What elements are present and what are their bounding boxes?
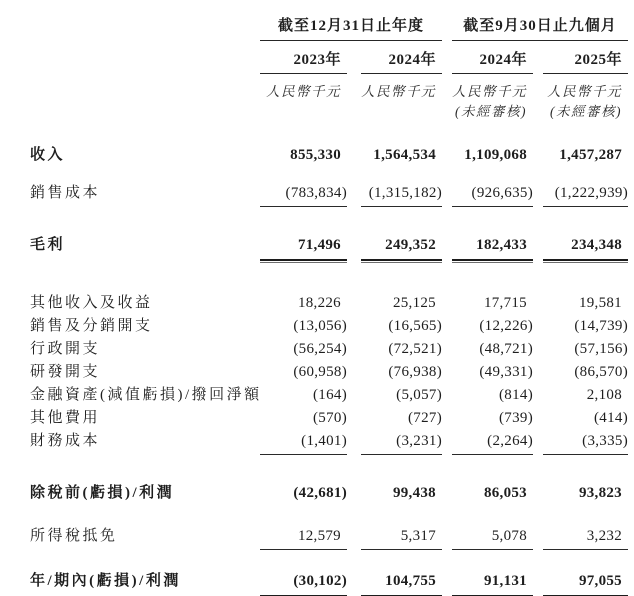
row-value: (1,315,182) — [361, 182, 442, 207]
label-column-spacer — [30, 14, 260, 41]
table-row — [30, 525, 634, 550]
row-value: 2,108 — [586, 387, 622, 403]
row-value: 1,109,068 — [464, 147, 527, 163]
value-cell — [533, 338, 628, 361]
row-value: (727) — [408, 410, 442, 426]
table-row — [30, 315, 634, 338]
row-label: 年/期內(虧損)/利潤 — [30, 573, 181, 589]
value-cell — [442, 338, 533, 361]
year-header-2024: 2024年 — [361, 48, 442, 74]
row-value: (1,401) — [260, 430, 347, 455]
row-value: (76,938) — [388, 364, 442, 380]
row-value: 86,053 — [483, 485, 527, 501]
value-cell — [260, 525, 347, 550]
value-cell — [260, 292, 347, 315]
value-cell — [347, 182, 442, 207]
value-cell — [347, 384, 442, 407]
row-label: 其他收入及收益 — [30, 295, 153, 311]
row-value: (72,521) — [388, 341, 442, 357]
row-value: (570) — [313, 410, 347, 426]
value-cell — [347, 292, 442, 315]
value-cell — [533, 570, 628, 596]
value-cell — [260, 570, 347, 596]
row-value: (814) — [499, 387, 533, 403]
value-cell — [442, 430, 533, 455]
period-group-header-annual: 截至12月31日止年度 — [260, 14, 442, 41]
value-cell — [442, 407, 533, 430]
row-value: (16,565) — [388, 318, 442, 334]
value-cell — [347, 407, 442, 430]
table-row — [30, 182, 634, 207]
table-body — [30, 144, 634, 596]
row-value: (13,056) — [293, 318, 347, 334]
year-header-2024-interim: 2024年 — [452, 48, 533, 74]
row-value: (30,102) — [260, 570, 347, 596]
period-group-header-nine-months: 截至9月30日止九個月 — [452, 14, 628, 41]
row-label: 收入 — [30, 147, 66, 163]
row-value: (14,739) — [574, 318, 628, 334]
row-value: 99,438 — [392, 485, 436, 501]
value-cell — [533, 525, 628, 550]
year-header-cell — [347, 48, 442, 74]
table-row — [30, 144, 634, 167]
row-value: (926,635) — [452, 182, 533, 207]
label-column-spacer — [30, 82, 260, 122]
value-cell — [442, 234, 533, 261]
row-value: (2,264) — [452, 430, 533, 455]
row-label: 除稅前(虧損)/利潤 — [30, 485, 175, 501]
row-value: (3,335) — [543, 430, 628, 455]
value-cell — [533, 234, 628, 261]
row-value: (783,834) — [260, 182, 347, 207]
value-cell — [347, 525, 442, 550]
label-column-spacer — [30, 48, 260, 74]
value-cell — [533, 430, 628, 455]
value-cell — [533, 292, 628, 315]
unaudited-note: (未經審核) — [550, 104, 622, 119]
value-cell — [442, 315, 533, 338]
value-cell — [533, 482, 628, 505]
table-row — [30, 338, 634, 361]
row-value: 1,564,534 — [373, 147, 436, 163]
row-label: 財務成本 — [30, 433, 101, 449]
row-value: 249,352 — [361, 234, 442, 261]
row-label: 銷售成本 — [30, 185, 101, 201]
table-row — [30, 234, 634, 261]
currency-unit-row — [30, 82, 634, 122]
row-value: 19,581 — [578, 295, 622, 311]
row-value: (57,156) — [574, 341, 628, 357]
unit-label: 人民幣千元 — [452, 84, 527, 99]
row-value: (60,958) — [293, 364, 347, 380]
value-cell — [533, 315, 628, 338]
row-value: 91,131 — [452, 570, 533, 596]
value-cell — [347, 338, 442, 361]
value-cell — [260, 338, 347, 361]
year-header-row — [30, 48, 634, 74]
unit-label: 人民幣千元 — [547, 84, 622, 99]
value-cell — [533, 361, 628, 384]
value-cell — [260, 234, 347, 261]
value-cell — [442, 384, 533, 407]
value-cell — [442, 482, 533, 505]
unit-cell — [260, 82, 347, 122]
row-value: (56,254) — [293, 341, 347, 357]
value-cell — [260, 182, 347, 207]
value-cell — [260, 315, 347, 338]
row-label: 毛利 — [30, 237, 66, 253]
row-value: 1,457,287 — [559, 147, 622, 163]
value-cell — [260, 407, 347, 430]
value-cell — [347, 144, 442, 167]
value-cell — [533, 407, 628, 430]
row-value: 18,226 — [297, 295, 341, 311]
row-label: 行政開支 — [30, 341, 101, 357]
row-value: 17,715 — [483, 295, 527, 311]
unit-cell — [442, 82, 533, 122]
row-value: (48,721) — [479, 341, 533, 357]
year-header-cell — [442, 48, 533, 74]
row-label: 其他費用 — [30, 410, 101, 426]
value-cell — [533, 144, 628, 167]
unit-cell — [533, 82, 628, 122]
row-value: (12,226) — [479, 318, 533, 334]
table-row — [30, 292, 634, 315]
row-value: 71,496 — [260, 234, 347, 261]
unaudited-note: (未經審核) — [455, 104, 527, 119]
value-cell — [442, 361, 533, 384]
row-value: (164) — [313, 387, 347, 403]
value-cell — [260, 384, 347, 407]
row-label: 金融資產(減值虧損)/撥回淨額 — [30, 387, 262, 403]
row-value: (1,222,939) — [543, 182, 628, 207]
value-cell — [347, 430, 442, 455]
unit-label: 人民幣千元 — [361, 84, 436, 99]
row-value: 97,055 — [543, 570, 628, 596]
row-label: 研發開支 — [30, 364, 101, 380]
table-row — [30, 361, 634, 384]
value-cell — [442, 570, 533, 596]
row-value: 182,433 — [452, 234, 533, 261]
value-cell — [347, 570, 442, 596]
row-value: 855,330 — [290, 147, 341, 163]
row-value: 5,078 — [452, 525, 533, 550]
row-value: 25,125 — [392, 295, 436, 311]
year-header-2025-interim: 2025年 — [543, 48, 628, 74]
row-value: 12,579 — [260, 525, 347, 550]
value-cell — [347, 361, 442, 384]
value-cell — [442, 144, 533, 167]
unit-cell — [347, 82, 442, 122]
row-label: 銷售及分銷開支 — [30, 318, 153, 334]
row-value: 3,232 — [543, 525, 628, 550]
value-cell — [442, 525, 533, 550]
table-row — [30, 384, 634, 407]
value-cell — [442, 182, 533, 207]
row-value: (5,057) — [396, 387, 442, 403]
period-group-row — [30, 14, 634, 41]
row-value: (3,231) — [361, 430, 442, 455]
row-value: (42,681) — [293, 485, 347, 501]
value-cell — [533, 182, 628, 207]
row-value: (86,570) — [574, 364, 628, 380]
row-value: (414) — [594, 410, 628, 426]
value-cell — [260, 482, 347, 505]
unit-label: 人民幣千元 — [266, 84, 341, 99]
value-cell — [260, 361, 347, 384]
table-row — [30, 430, 634, 455]
row-value: (49,331) — [479, 364, 533, 380]
table-row — [30, 570, 634, 596]
value-cell — [347, 315, 442, 338]
value-cell — [347, 234, 442, 261]
value-cell — [533, 384, 628, 407]
row-value: 5,317 — [361, 525, 442, 550]
table-row — [30, 407, 634, 430]
value-cell — [347, 482, 442, 505]
row-value: 104,755 — [361, 570, 442, 596]
row-value: 234,348 — [543, 234, 628, 261]
value-cell — [442, 292, 533, 315]
row-value: 93,823 — [578, 485, 622, 501]
year-header-2023: 2023年 — [260, 48, 347, 74]
value-cell — [260, 144, 347, 167]
table-row — [30, 482, 634, 505]
year-header-cell — [533, 48, 628, 74]
row-label: 所得稅抵免 — [30, 528, 118, 544]
row-value: (739) — [499, 410, 533, 426]
value-cell — [260, 430, 347, 455]
year-header-cell — [260, 48, 347, 74]
